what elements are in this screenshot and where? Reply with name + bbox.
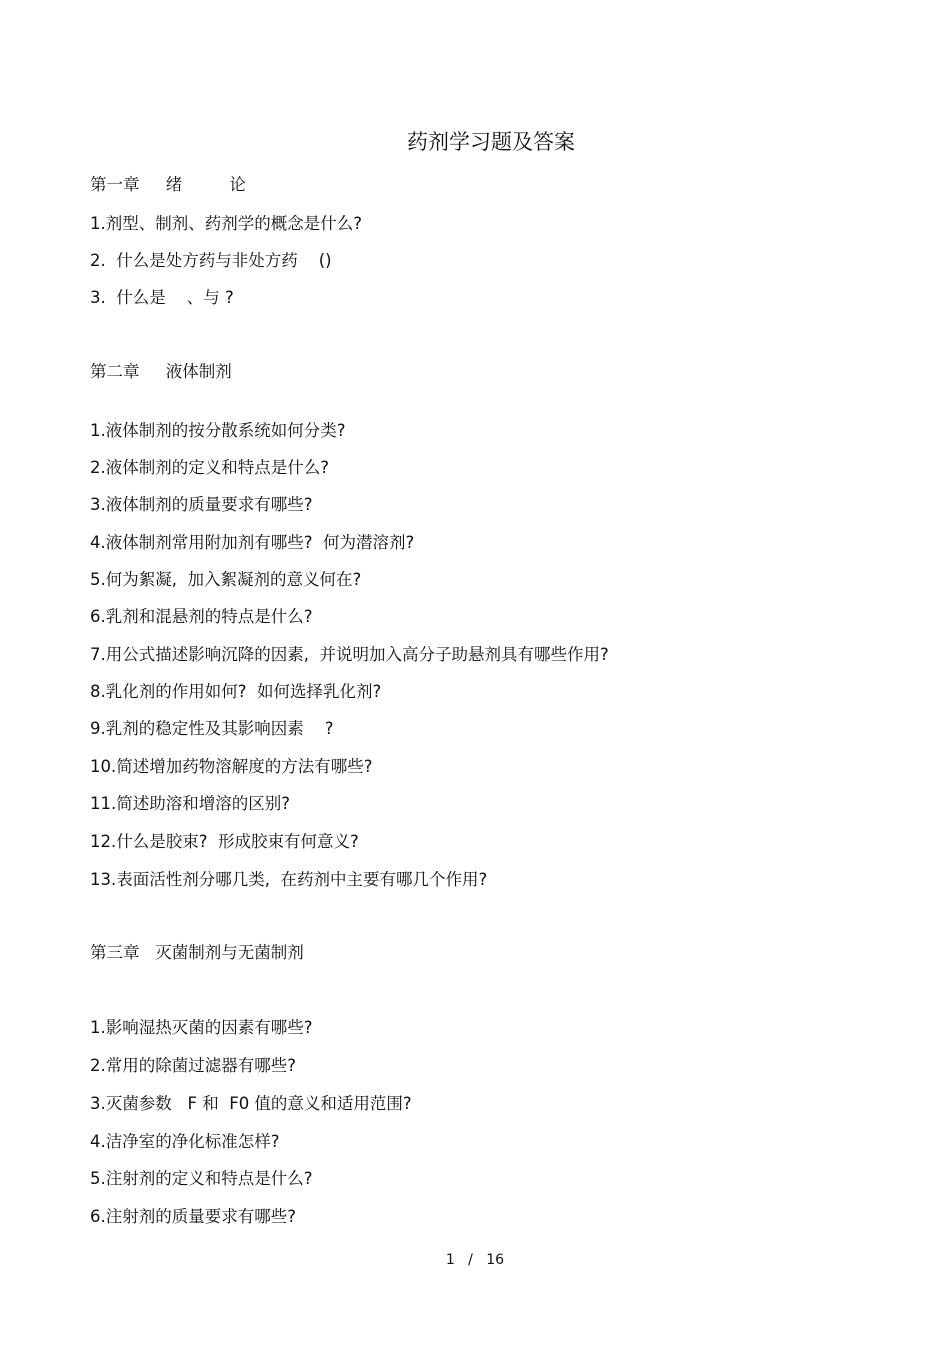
question-item: 11.简述助溶和增溶的区别?	[90, 794, 290, 813]
question-item: 1.液体制剂的按分散系统如何分类?	[90, 421, 346, 440]
question-item: 8.乳化剂的作用如何? 如何选择乳化剂?	[90, 682, 382, 701]
question-item: 1.剂型、制剂、药剂学的概念是什么?	[90, 214, 363, 233]
page-number: 1 / 16	[445, 1252, 505, 1268]
question-item: 1.影响湿热灭菌的因素有哪些?	[90, 1018, 313, 1037]
question-item: 10.简述增加药物溶解度的方法有哪些?	[90, 757, 373, 776]
question-item: 5.何为絮凝, 加入絮凝剂的意义何在?	[90, 570, 362, 589]
question-item: 5.注射剂的定义和特点是什么?	[90, 1169, 313, 1188]
chapter-heading: 第一章 绪 论	[90, 175, 246, 194]
question-item: 4.液体制剂常用附加剂有哪些? 何为潜溶剂?	[90, 533, 415, 552]
question-item: 9.乳剂的稳定性及其影响因素 ?	[90, 719, 334, 738]
question-item: 13.表面活性剂分哪几类, 在药剂中主要有哪几个作用?	[90, 870, 488, 889]
question-item: 12.什么是胶束? 形成胶束有何意义?	[90, 832, 359, 851]
question-item: 6.乳剂和混悬剂的特点是什么?	[90, 607, 313, 626]
question-item: 2. 什么是处方药与非处方药 ()	[90, 251, 332, 270]
question-item: 3.灭菌参数 F 和 F0 值的意义和适用范围?	[90, 1094, 412, 1113]
chapter-heading: 第三章 灭菌制剂与无菌制剂	[90, 943, 304, 962]
question-item: 4.洁净室的净化标准怎样?	[90, 1132, 280, 1151]
question-item: 2.常用的除菌过滤器有哪些?	[90, 1056, 297, 1075]
question-item: 3.液体制剂的质量要求有哪些?	[90, 495, 313, 514]
chapter-heading: 第二章 液体制剂	[90, 362, 232, 381]
question-item: 6.注射剂的质量要求有哪些?	[90, 1207, 297, 1226]
document-title: 药剂学习题及答案	[407, 130, 575, 154]
question-item: 7.用公式描述影响沉降的因素, 并说明加入高分子助悬剂具有哪些作用?	[90, 645, 609, 664]
question-item: 2.液体制剂的定义和特点是什么?	[90, 458, 330, 477]
question-item: 3. 什么是 、与 ?	[90, 288, 234, 307]
